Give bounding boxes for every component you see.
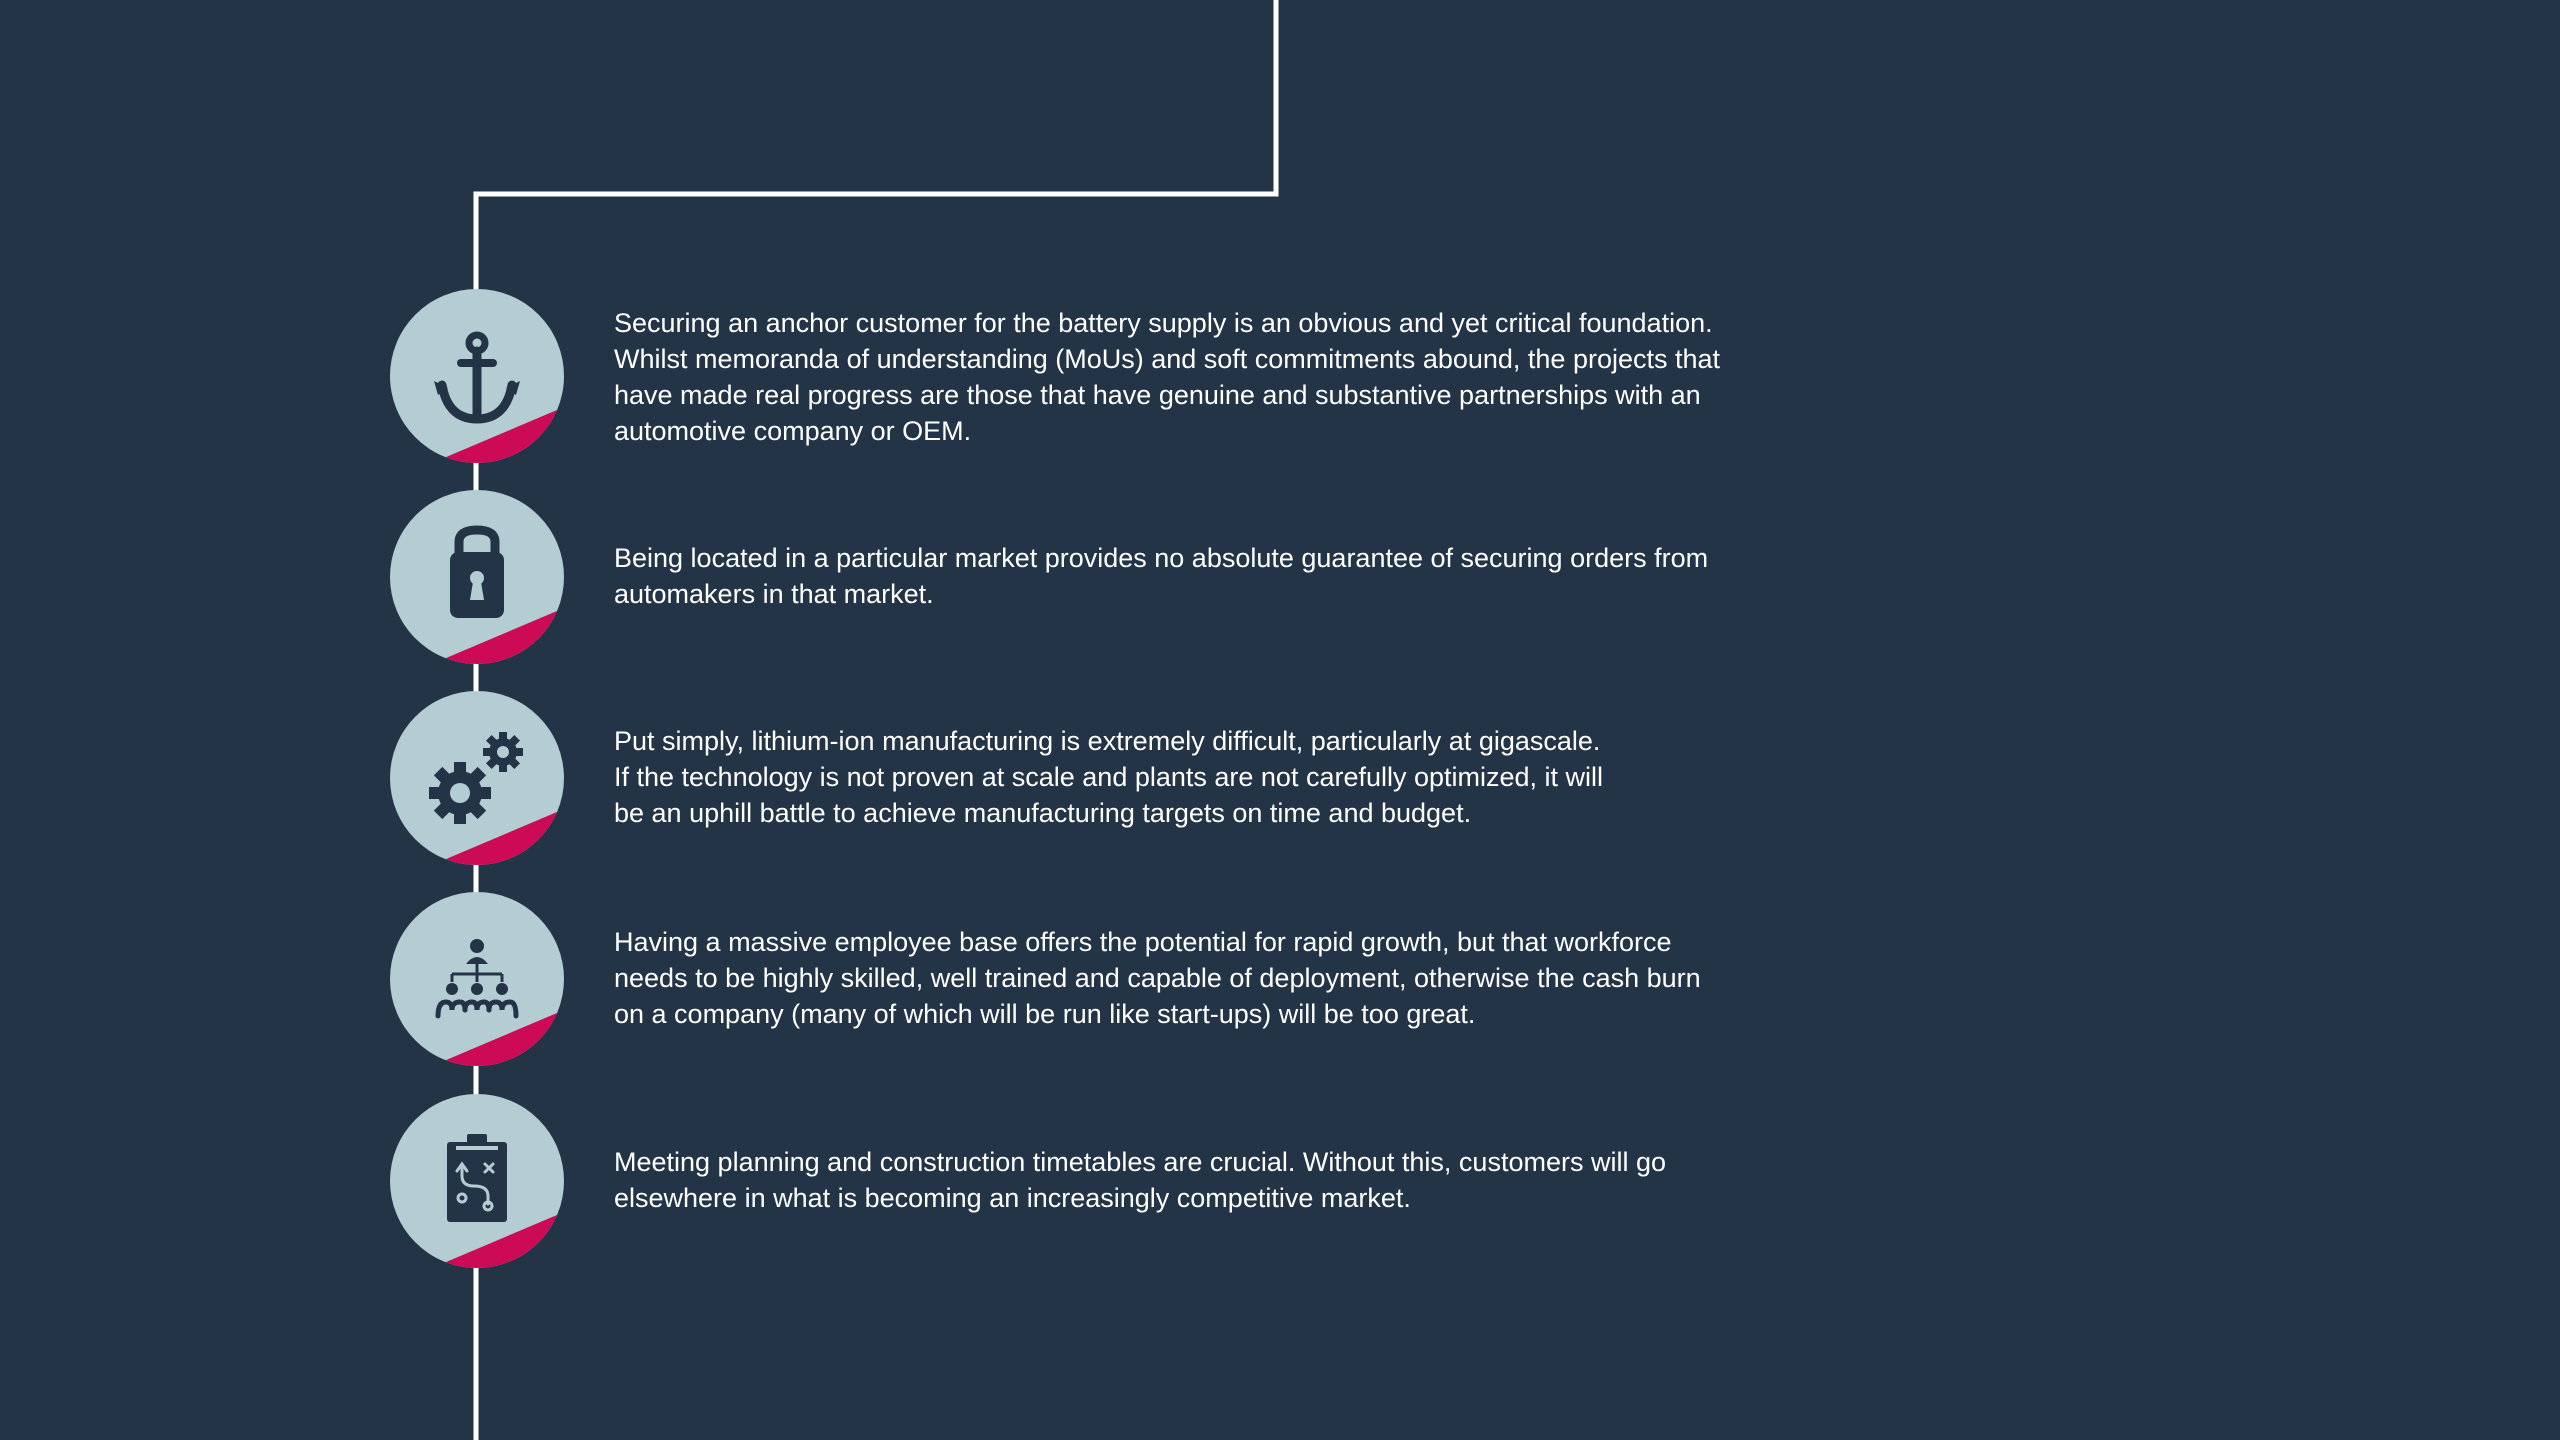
icon-badge: [390, 691, 564, 865]
clipboard-plan-icon: [447, 1134, 507, 1222]
item-description: Meeting planning and construction timetables are crucial. Without this, customers will go elsewhere in what is becoming an increasingly competitive market.: [614, 1147, 1666, 1213]
timeline-item-anchor: [390, 289, 1790, 463]
icon-badge: [390, 892, 564, 1066]
icon-badge: [390, 1094, 564, 1268]
timeline-item-workforce: [390, 892, 1790, 1066]
icon-badge: [390, 289, 564, 463]
item-description: Put simply, lithium-ion manufacturing is extremely difficult, particularly at gigascale. If the technology is not proven at scale and plants are not carefully optimized, it will be an uphill battle to achieve manufacturing targets on time and budget.: [614, 726, 1604, 828]
item-description: Being located in a particular market provides no absolute guarantee of securing orders from automakers in that market.: [614, 543, 1709, 609]
timeline-item-gears: [390, 691, 1790, 865]
item-description: Securing an anchor customer for the battery supply is an obvious and yet critical foundation. Whilst memoranda of understanding (MoUs) and soft commitments abound, the projects that have made real progress are those that have genuine and substantive partnerships with an automotive company or OEM.: [614, 308, 1721, 446]
timeline-item-lock: [390, 490, 1790, 664]
item-description: Having a massive employee base offers the potential for rapid growth, but that workforce needs to be highly skilled, well trained and capable of deployment, otherwise the cash burn on a company (many of which will be run like start-ups) will be too great.: [614, 927, 1701, 1029]
icon-badge: [390, 490, 564, 664]
timeline-item-planning: [390, 1094, 1790, 1268]
